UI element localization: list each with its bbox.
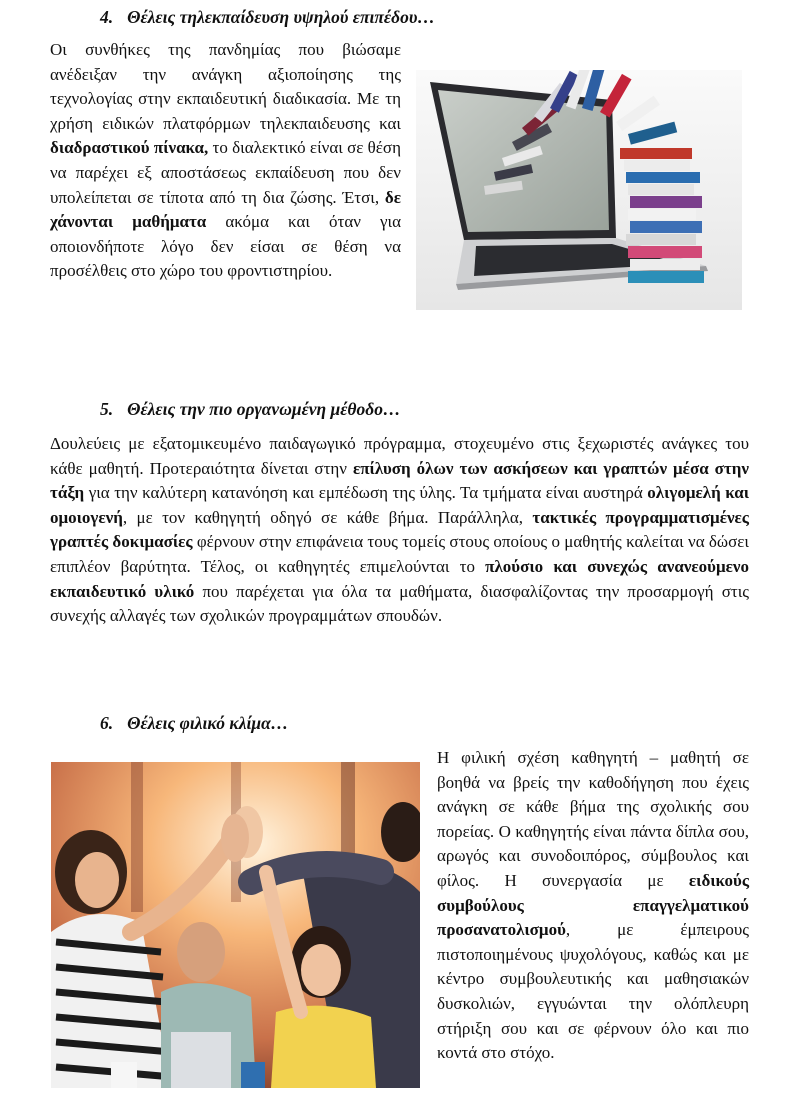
section-6-heading [100, 712, 288, 734]
section-5-paragraph [50, 432, 749, 629]
text-run: Η φιλική σχέση καθηγητή – μαθητή σε βοηθά να βρείς την καθοδήγηση που έχεις ανάγκη σε κάθε βήμα της σχολικής σου πορείας. Ο καθηγητής είναι πάντα δίπλα σου, αρωγός και συνοδοιπόρος, σύμβουλος και φίλος. Η συνεργασία με [437, 748, 749, 890]
section-5-heading [100, 398, 400, 420]
section-4-heading [100, 6, 435, 28]
section-4-title: Θέλεις τηλεκπαίδευση υψηλού επιπέδου… [127, 7, 435, 27]
text-run: Δουλεύεις με εξατομικευμένο παιδαγωγικό πρόγραμμα, στοχευμένο στις ξεχωριστές ανάγκες του κάθε μαθητή. Προτεραιότητα δίνεται στην [50, 434, 749, 478]
section-4-number: 4. [100, 7, 114, 27]
text-run: Οι συνθήκες της πανδημίας που βιώσαμε ανέδειξαν την ανάγκη αξιοποίησης της τεχνολογίας στην εκπαιδευτική διαδικασία. Με τη χρήση ειδικών πλατφόρμων τηλεκπαιδευσης και [50, 40, 401, 133]
bold-run: ολιγομελή και ομοιογενή [50, 483, 749, 527]
text-run: το διαλεκτικό είναι σε θέση να παρέχει εξ αποστάσεως εκπαίδευση που δεν υπολείπεται σε τίποτα από τη δια ζώσης. Έτσι, [50, 138, 401, 207]
section-5-number: 5. [100, 399, 114, 419]
bold-run: πλούσιο και συνεχώς ανανεούμενο εκπαιδευτικό υλικό [50, 556, 749, 601]
bold-run: ειδικούς συμβούλους επαγγελματικού προσανατολισμού [437, 870, 749, 940]
text-run: , με έμπειρους πιστοποιημένους ψυχολόγους, καθώς και με κέντρο συμβουλευτικής και μαθησιακών δυσκολιών, εγγυώνται την ολόπλευρη στήριξη σου και σε φέρνουν όλο και πιο κοντά στο στόχο. [437, 920, 749, 1063]
team-high-five-image [51, 762, 420, 1088]
bold-run: διαδραστικού πίνακα, [50, 138, 209, 158]
text-run: , με τον καθηγητή οδηγό σε κάθε βήμα. Παράλληλα, [122, 507, 533, 527]
text-run: ακόμα και όταν για οποιονδήποτε λόγο δεν είσαι σε θέση να προσέλθεις στο χώρο του φροντιστηρίου. [50, 212, 401, 281]
section-6-title: Θέλεις φιλικό κλίμα… [127, 713, 289, 733]
laptop-books-image [416, 70, 742, 310]
text-run: που παρέχεται για όλα τα μαθήματα, διασφαλίζοντας την προσαρμογή στις συνεχής αλλαγές των σχολικών προγραμμάτων σπουδών. [50, 581, 749, 626]
section-6-paragraph [437, 746, 749, 1066]
section-6-number: 6. [100, 713, 114, 733]
bold-run: επίλυση όλων των ασκήσεων και γραπτών μέσα στην τάξη [50, 458, 749, 503]
section-4-paragraph [50, 38, 401, 284]
section-5-title: Θέλεις την πιο οργανωμένη μέθοδο… [127, 399, 401, 419]
bold-run: δε χάνονται μαθήματα [50, 187, 401, 232]
text-run: για την καλύτερη κατανόηση και εμπέδωση της ύλης. Τα τμήματα είναι αυστηρά [84, 483, 648, 503]
bold-run: τακτικές προγραμματισμένες γραπτές δοκιμασίες [50, 507, 749, 552]
text-run: φέρνουν στην επιφάνεια τους τομείς στους οποίους ο μαθητής καλείται να δώσει επιπλέον βαρύτητα. Τέλος, οι καθηγητές επιμελούνται το [50, 532, 749, 576]
